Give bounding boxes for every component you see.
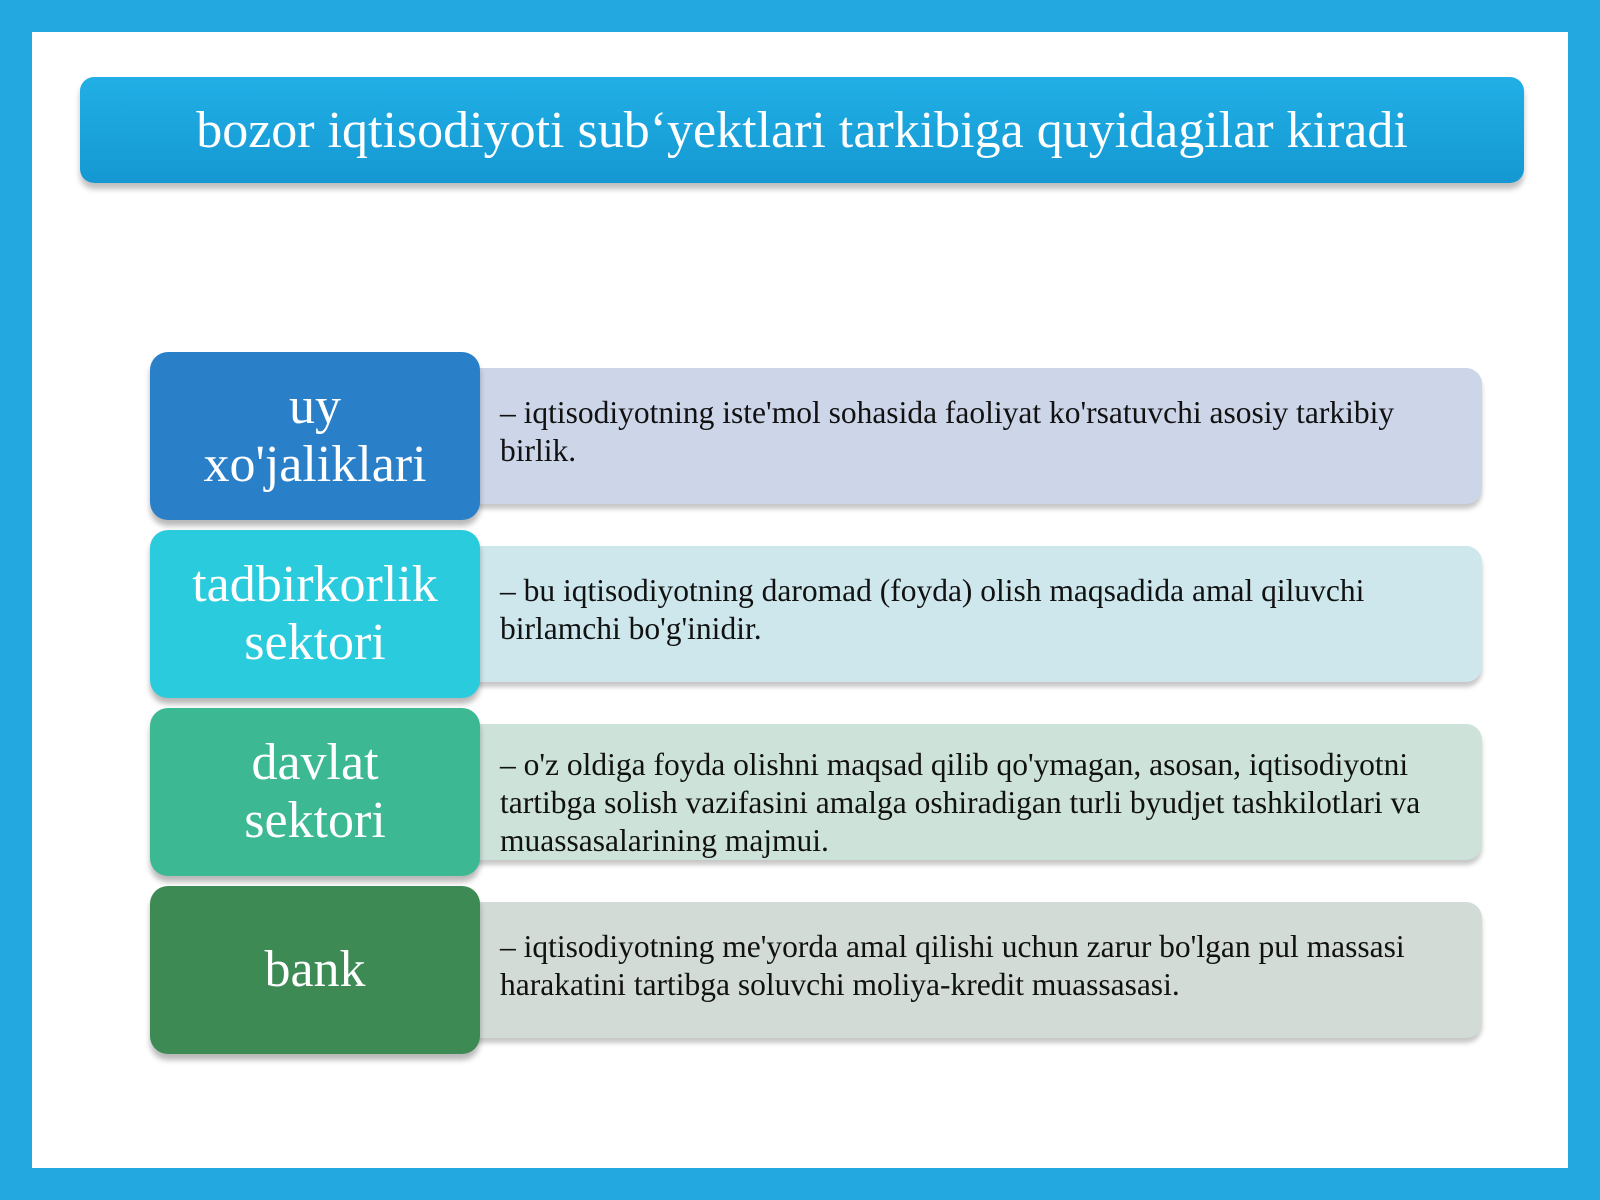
item-label-line: sektori	[244, 792, 386, 849]
item-description: – iqtisodiyotning me'yorda amal qilishi uchun zarur bo'lgan pul massasi harakatini tartibga soluvchi moliya-kredit muassasasi.	[500, 929, 1405, 1002]
item-label-box	[150, 708, 480, 876]
item-label-line: uy	[289, 378, 341, 435]
item-description-box	[452, 546, 1482, 682]
item-description: – bu iqtisodiyotning daromad (foyda) olish maqsadida amal qiluvchi birlamchi bo'g'inidir.	[500, 573, 1365, 646]
item-label-line: bank	[264, 941, 366, 998]
item-description: – iqtisodiyotning iste'mol sohasida faoliyat ko'rsatuvchi asosiy tarkibiy birlik.	[500, 395, 1395, 468]
item-description-box	[452, 368, 1482, 504]
slide	[32, 32, 1568, 1168]
item-description-box	[452, 902, 1482, 1038]
item-label-box	[150, 530, 480, 698]
slide-title: bozor iqtisodiyoti sub‘yektlari tarkibiga quyidagilar kiradi	[196, 101, 1408, 159]
item-description-box	[452, 724, 1482, 860]
title-banner	[80, 77, 1524, 183]
item-description: – o'z oldiga foyda olishni maqsad qilib qo'ymagan, asosan, iqtisodiyotni tartibga solish vazifasini amalga oshiradigan turli byudjet tashkilotlari va muassasalarining majmui.	[500, 747, 1421, 858]
item-label-line: tadbirkorlik	[192, 556, 438, 613]
item-label-line: davlat	[251, 734, 379, 791]
item-label-box	[150, 886, 480, 1054]
item-label-line: sektori	[244, 614, 386, 671]
item-label-box	[150, 352, 480, 520]
item-label-line: xo'jaliklari	[203, 436, 427, 493]
